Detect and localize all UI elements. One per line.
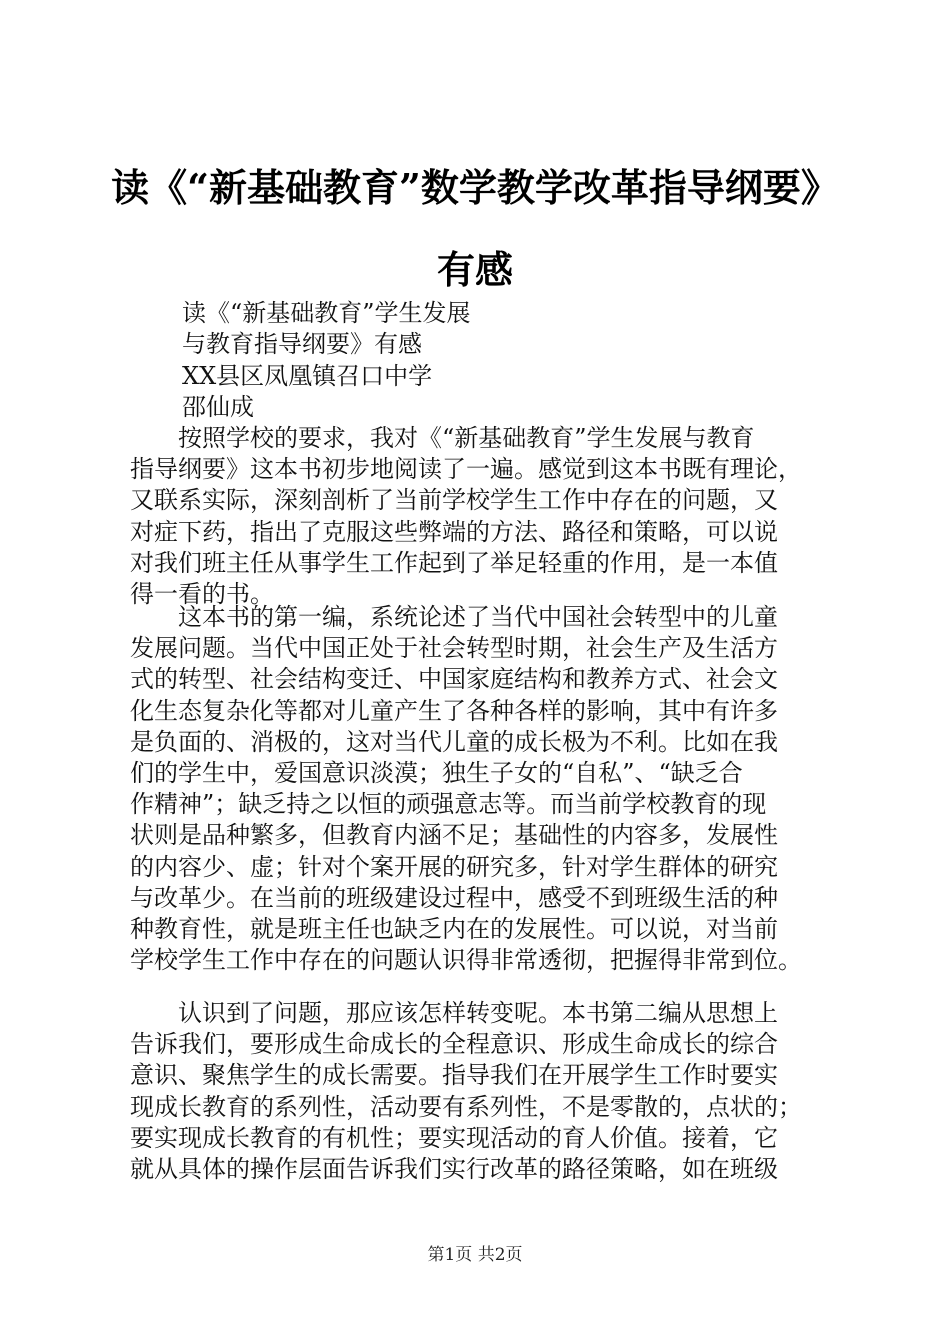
- paragraph-2: [130, 602, 802, 976]
- document-title-line-1: 读《“新基础教育”数学教学改革指导纲要》: [111, 165, 839, 210]
- page-footer: 第1页 共2页: [427, 1245, 523, 1265]
- document-title-line-2: 有感: [436, 247, 513, 292]
- paragraph-line: 告诉我们，要形成生命成长的全程意识、形成生命成长的综合: [130, 1030, 778, 1059]
- paragraph-line: 指导纲要》这本书初步地阅读了一遍。感觉到这本书既有理论，: [130, 455, 802, 484]
- paragraph-1: [130, 423, 802, 610]
- paragraph-line: 要实现成长教育的有机性；要实现活动的育人价值。接着，它: [130, 1123, 778, 1152]
- author-name: 邵仙成: [182, 393, 254, 421]
- paragraph-line: 意识、聚焦学生的成长需要。指导我们在开展学生工作时要实: [130, 1061, 778, 1090]
- paragraph-line: 化生态复杂化等都对儿童产生了各种各样的影响，其中有许多: [130, 696, 778, 725]
- paragraph-line: 认识到了问题，那应该怎样转变呢。本书第二编从思想上: [130, 999, 778, 1027]
- paragraph-line: 作精神”；缺乏持之以恒的顽强意志等。而当前学校教育的现: [130, 790, 767, 819]
- paragraph-line: 这本书的第一编，系统论述了当代中国社会转型中的儿童: [130, 603, 778, 631]
- paragraph-line: 对症下药，指出了克服这些弊端的方法、路径和策略，可以说: [130, 517, 778, 546]
- paragraph-line: 是负面的、消极的，这对当代儿童的成长极为不利。比如在我: [130, 727, 778, 756]
- paragraph-line: 种教育性，就是班主任也缺乏内在的发展性。可以说，对当前: [130, 915, 778, 944]
- paragraph-line: 又联系实际，深刻剖析了当前学校学生工作中存在的问题，又: [130, 486, 778, 515]
- paragraph-line: 按照学校的要求，我对《“新基础教育”学生发展与教育: [130, 424, 755, 452]
- paragraph-line: 现成长教育的系列性，活动要有系列性，不是零散的，点状的；: [130, 1092, 802, 1121]
- author-school: XX县区凤凰镇召口中学: [182, 362, 433, 390]
- paragraph-line: 式的转型、社会结构变迁、中国家庭结构和教养方式、社会文: [130, 665, 778, 694]
- paragraph-line: 对我们班主任从事学生工作起到了举足轻重的作用，是一本值: [130, 548, 778, 577]
- paragraph-line: 的内容少、虚；针对个案开展的研究多，针对学生群体的研究: [130, 852, 778, 881]
- paragraph-line: 就从具体的操作层面告诉我们实行改革的路径策略，如在班级: [130, 1155, 778, 1184]
- paragraph-line: 得一看的书。: [130, 580, 274, 609]
- paragraph-line: 状则是品种繁多，但教育内涵不足；基础性的内容多，发展性: [130, 821, 778, 850]
- paragraph-line: 与改革少。在当前的班级建设过程中，感受不到班级生活的种: [130, 883, 778, 912]
- subtitle-line-1: 读《“新基础教育”学生发展: [182, 299, 471, 327]
- paragraph-line: 们的学生中，爱国意识淡漠；独生子女的“自私”、“缺乏合: [130, 759, 743, 788]
- subtitle-line-2: 与教育指导纲要》有感: [182, 330, 422, 358]
- paragraph-line: 学校学生工作中存在的问题认识得非常透彻，把握得非常到位。: [130, 946, 802, 975]
- paragraph-3: [130, 998, 802, 1185]
- paragraph-line: 发展问题。当代中国正处于社会转型时期，社会生产及生活方: [130, 634, 778, 663]
